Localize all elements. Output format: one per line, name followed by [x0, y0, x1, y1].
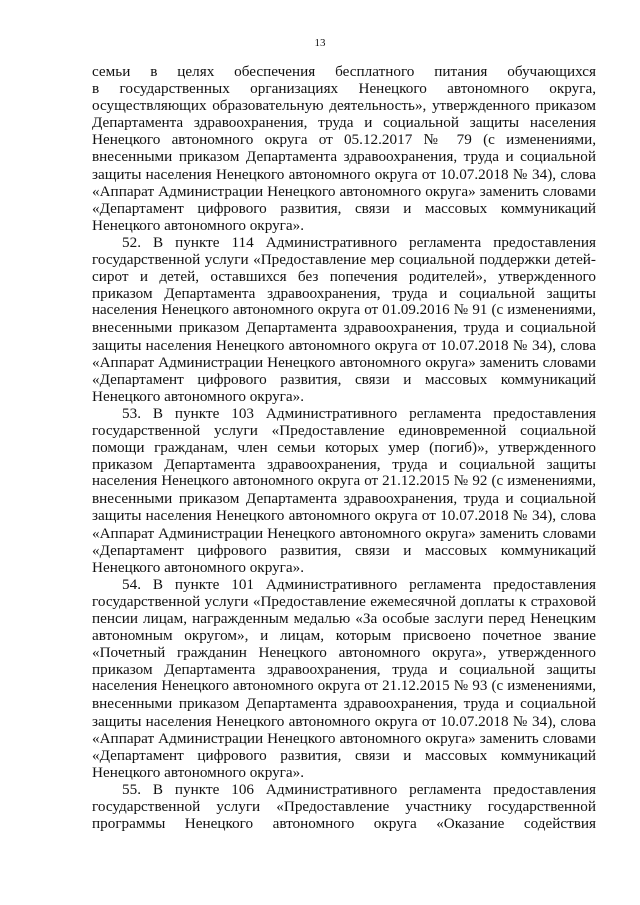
document-body	[92, 63, 596, 832]
text-line: «Департамент цифрового развития, связи и массовых коммуникаций	[92, 746, 596, 764]
text-line: пенсии лицам, награжденным медалью «За особые заслуги перед Ненецким	[92, 610, 596, 627]
text-line: внесенными приказом Департамента здравоохранения, труда и социальной	[92, 490, 596, 508]
text-line: населения Ненецкого автономного округа от 21.12.2015 № 93 (с изменениями,	[92, 678, 596, 695]
text-line: защиты населения Ненецкого автономного округа от 10.07.2018 № 34), слова	[92, 165, 596, 183]
text-line: «Департамент цифрового развития, связи и массовых коммуникаций	[92, 199, 596, 217]
text-line: приказом Департамента здравоохранения, труда и социальной защиты	[92, 456, 596, 474]
text-line: Ненецкого автономного округа».	[92, 558, 305, 576]
text-line: 53. В пункте 103 Административного регламента предоставления	[122, 404, 596, 422]
text-line: «Департамент цифрового развития, связи и массовых коммуникаций	[92, 541, 596, 559]
text-line: Ненецкого автономного округа от 05.12.2017 № 79 (с изменениями,	[92, 131, 596, 149]
text-line: приказом Департамента здравоохранения, труда и социальной защиты	[92, 285, 596, 303]
text-line: в государственных организациях Ненецкого автономного округа,	[92, 80, 596, 98]
text-line: автономным округом», и лицам, которым присвоено почетное звание	[92, 627, 596, 645]
text-line: «Департамент цифрового развития, связи и массовых коммуникаций	[92, 370, 596, 388]
page-number: 13	[314, 37, 326, 49]
text-line: внесенными приказом Департамента здравоохранения, труда и социальной	[92, 695, 596, 713]
text-line: защиты населения Ненецкого автономного округа от 10.07.2018 № 34), слова	[92, 336, 596, 354]
text-line: 52. В пункте 114 Административного регламента предоставления	[122, 233, 596, 251]
text-line: «Аппарат Администрации Ненецкого автономного округа» заменить словами	[92, 524, 596, 542]
text-line: государственной услуги «Предоставление участнику государственной	[92, 798, 596, 816]
text-line: приказом Департамента здравоохранения, труда и социальной защиты	[92, 661, 596, 679]
text-line: Ненецкого автономного округа».	[92, 763, 305, 781]
text-line: защиты населения Ненецкого автономного округа от 10.07.2018 № 34), слова	[92, 507, 596, 525]
text-line: Ненецкого автономного округа».	[92, 216, 305, 234]
text-line: «Аппарат Администрации Ненецкого автономного округа» заменить словами	[92, 353, 596, 371]
text-line: Ненецкого автономного округа».	[92, 387, 305, 405]
text-line: помощи гражданам, член семьи которых умер (погиб)», утвержденного	[92, 439, 596, 457]
text-line: программы Ненецкого автономного округа «Оказание содействия	[92, 815, 596, 833]
text-line: государственной услуги «Предоставление единовременной социальной	[92, 421, 596, 439]
text-line: населения Ненецкого автономного округа от 01.09.2016 № 91 (с изменениями,	[92, 302, 596, 319]
text-line: Департамента здравоохранения, труда и социальной защиты населения	[92, 114, 596, 132]
text-line: осуществляющих образовательную деятельность», утвержденного приказом	[92, 97, 596, 115]
text-line: «Почетный гражданин Ненецкого автономного округа», утвержденного	[92, 644, 596, 662]
text-line: «Аппарат Администрации Ненецкого автономного округа» заменить словами	[92, 729, 596, 747]
text-line: внесенными приказом Департамента здравоохранения, труда и социальной	[92, 319, 596, 337]
text-line: сирот и детей, оставшихся без попечения родителей», утвержденного	[92, 268, 596, 286]
text-line: «Аппарат Администрации Ненецкого автономного округа» заменить словами	[92, 182, 596, 200]
text-line: населения Ненецкого автономного округа от 21.12.2015 № 92 (с изменениями,	[92, 473, 596, 490]
text-line: защиты населения Ненецкого автономного округа от 10.07.2018 № 34), слова	[92, 712, 596, 730]
text-line: государственной услуги «Предоставление ежемесячной доплаты к страховой	[92, 592, 596, 610]
text-line: семьи в целях обеспечения бесплатного питания обучающихся	[92, 63, 596, 80]
text-line: 54. В пункте 101 Административного регламента предоставления	[122, 575, 596, 593]
text-line: государственной услуги «Предоставление мер социальной поддержки детей-	[92, 251, 596, 269]
text-line: внесенными приказом Департамента здравоохранения, труда и социальной	[92, 148, 596, 166]
text-line: 55. В пункте 106 Административного регламента предоставления	[122, 780, 596, 798]
